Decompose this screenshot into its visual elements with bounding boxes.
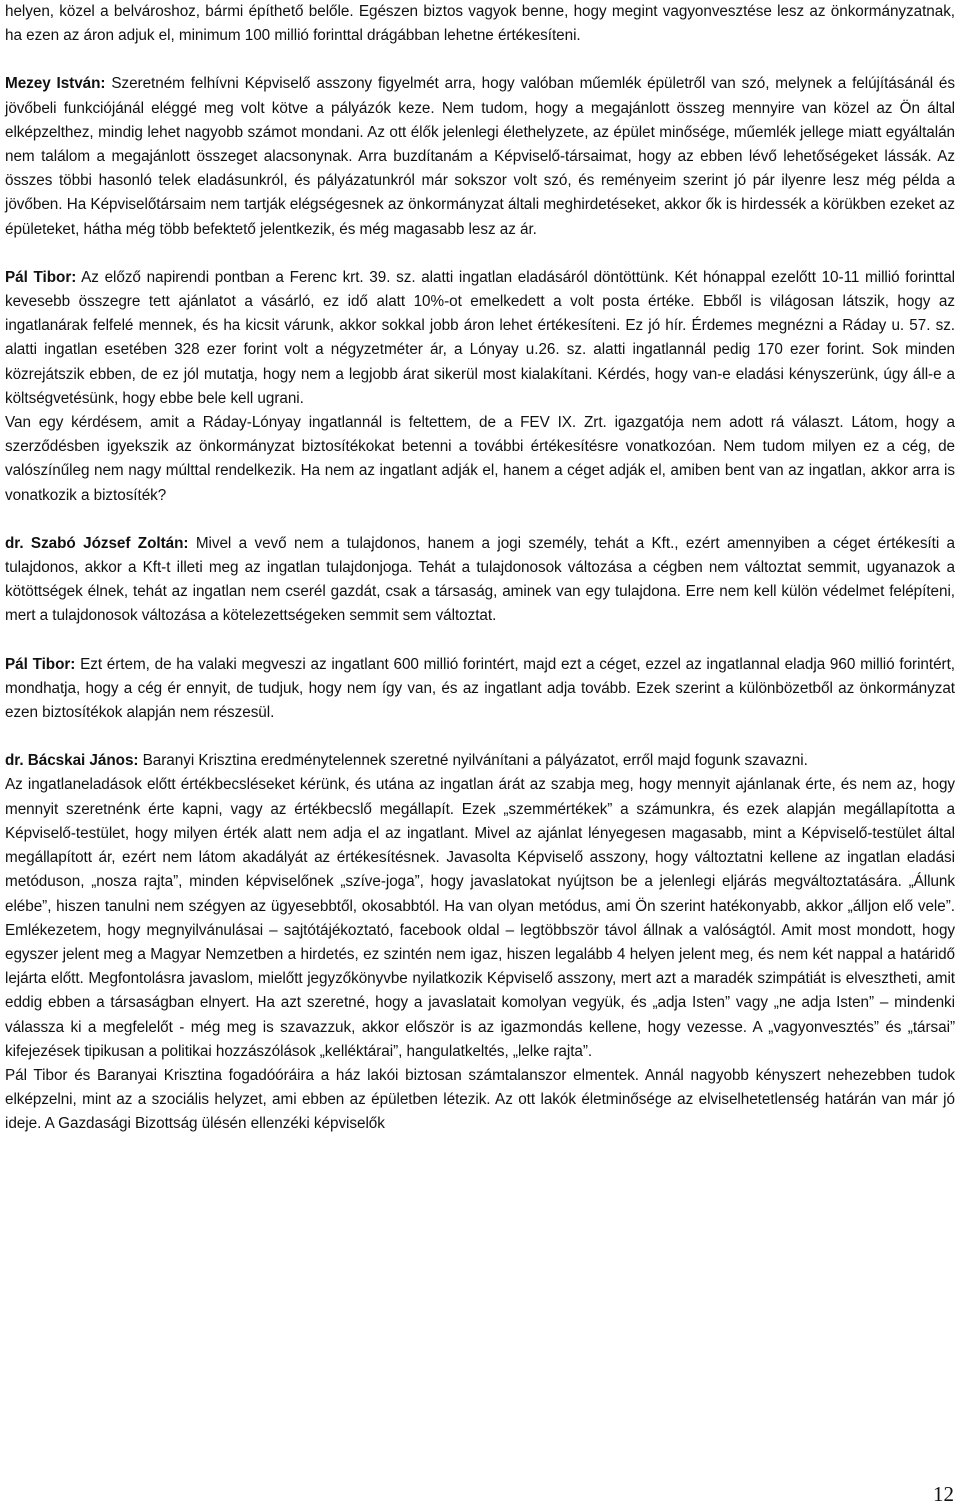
document-page <box>5 0 955 1137</box>
paragraph-text: Az előző napirendi pontban a Ferenc krt. 39. sz. alatti ingatlan eladásáról döntöttünk. Két hónappal ezelőtt 10-11 millió forinttal kevesebb összegre tett ajánlatot a vásárló, ez idő alatt 10%-ot emelkedett a volt posta értéke. Ebből is világosan látszik, hogy az ingatlanárak felfelé mennek, és ha kicsit várunk, akkor sokkal jobb áron lehet értékesíteni. Ez jó hír. Érdemes megnézni a Ráday u. 57. sz. alatti ingatlan esetében 328 ezer forint volt a négyzetméter ár, a Lónyay u.26. sz. alatti ingatlannál pedig 170 ezer forint. Sok minden közrejátszik ebben, de ez jól mutatja, hogy nem a legjobb árat sikerül most kialakítani. Kérdés, hogy van-e eladási kényszerünk, úgy áll-e a költségvetésünk, hogy ebbe bele kell ugrani. <box>5 268 955 407</box>
speaker-name: dr. Szabó József Zoltán: <box>5 534 189 552</box>
paragraph-gap <box>5 508 955 532</box>
paragraph-text: Ezt értem, de ha valaki megveszi az ingatlant 600 millió forintért, majd ezt a céget, ezzel az ingatlannal eladja 960 millió forintért, mondhatja, hogy a cég ér ennyit, de tudjuk, hogy nem így van, és az ingatlant adja tovább. Ezek szerint a különbözetből az önkormányzat ezen biztosítékok alapján nem részesül. <box>5 655 955 722</box>
paragraph-gap <box>5 725 955 749</box>
speaker-name: Pál Tibor: <box>5 268 77 286</box>
speaker-name: Mezey István: <box>5 75 106 93</box>
speaker-name: dr. Bácskai János: <box>5 752 139 770</box>
paragraph-pal-tibor-2 <box>5 653 955 726</box>
paragraph-gap <box>5 242 955 266</box>
paragraph-pal-tibor-question: Van egy kérdésem, amit a Ráday-Lónyay ingatlannál is feltettem, de a FEV IX. Zrt. igazgatója nem adott rá választ. Látom, hogy a szerződésben igyekszik az önkormányzat biztosítékokat betenni a további értékesítésre vonatkozóan. Nem tudom milyen ez a cég, de valószínűleg nem nagy múlttal rendelkezik. Ha nem az ingatlant adják el, hanem a céget adják el, amiben bent van az ingatlan, akkor arra is vonatkozik a biztosíték? <box>5 414 955 504</box>
paragraph-mezey <box>5 72 955 241</box>
paragraph-gap <box>5 629 955 653</box>
paragraph-bacskai <box>5 749 955 773</box>
page-number: 12 <box>933 1482 954 1506</box>
paragraph-pal-tibor-1 <box>5 266 955 411</box>
paragraph-text: Mivel a vevő nem a tulajdonos, hanem a jogi személy, tehát a Kft., ezért amennyiben a céget értékesíti a tulajdonos, akkor a Kft-t illeti meg az ingatlan tulajdonjoga. Tehát a tulajdonosok változása a cégben nem változtat semmit, ugyanazok a kötöttségek élnek, tehát az ingatlan nem cserél gazdát, csak a társaság, aminek van egy tulajdona. Erre nem kell külön védelmet felépíteni, mert a tulajdonosok változása a kötelezettségeken semmit sem változtat. <box>5 534 956 625</box>
paragraph-bacskai-continued: Az ingatlaneladások előtt értékbecsléseket kérünk, és utána az ingatlan árát az szabja meg, hogy mennyit ajánlanak érte, és nem az, hogy mennyit szeretnénk érte kapni, vagy az értékbecslő megállapít. Ezek „szemmértékek” a számunkra, és ezek alapján megállapította a Képviselő-testület, hogy milyen érték alatt nem adja el az ingatlant. Mivel az ajánlat lényegesen magasabb, mint a Képviselő-testület által megállapított ár, ezért nem látom akadályát az értékesítésnek. Javasolta Képviselő asszony, hogy változtatni kellene az ingatlan eladási metóduson, „nosza rajta”, minden képviselőnek „szíve-joga”, hogy javaslatokat nyújtson be a jelenlegi eljárás megváltoztatására. „Állunk elébe”, hiszen tanulni nem szégyen az ügyesebbtől, okosabbtól. Ha van olyan metódus, ami Ön szerint hatékonyabb, akkor „álljon elő vele”. Emlékezetem, hogy megnyilvánulásai – sajtótájékoztató, facebook oldal – legtöbbször távol állnak a valóságtól. Amit most mondott, hogy egyszer jelent meg a Magyar Nemzetben a hirdetés, ez szintén nem igaz, hiszen legalább 4 helyen jelent meg, és nem két nappal a határidő lejárta előtt. Megfontolásra javaslom, mielőtt jegyzőkönyvbe nyilatkozik Képviselő asszony, mert azt a maradék szimpátiát is elvesztheti, amit eddig ebben a társaságban elnyert. Ha azt szeretné, hogy a javaslatait komolyan vegyük, és „adja Isten” vagy „ne adja Isten” – mindenki válassza ki a megfelelőt - még meg is szavazzuk, akkor először is az igazmondás kellene, hogy vezesse. A „vagyonvesztés” és „társai” kifejezések tipikusan a politikai hozzászólások „kelléktárai”, hangulatkeltés, „lelke rajta”. <box>5 776 955 1060</box>
paragraph-text: Baranyi Krisztina eredménytelennek szeretné nyilvánítani a pályázatot, erről majd fogunk szavazni. <box>138 752 808 770</box>
paragraph-text: Szeretném felhívni Képviselő asszony figyelmét arra, hogy valóban műemlék épületről van szó, melynek a felújításánál és jövőbeli funkciójánál eléggé meg volt kötve a pályázók keze. Nem tudom, hogy a megajánlott összeg mennyire van közel az Ön által elképzelthez, mindig lehet nagyobb számot mondani. Az ott élők jelenlegi élethelyzete, az épület minősége, műemlék jellege miatt egyáltalán nem találom a megajánlott összeget alacsonynak. Arra buzdítanám a Képviselő-társaimat, hogy az ebben lévő lehetőségeket lássák. Az összes többi hasonló telek eladásunkról, és pályázatunkról már sokszor volt szó, és reményeim szerint jó pár ilyenre lesz még példa a jövőben. Ha Képviselőtársaim nem tartják elégségesnek az önkormányzat általi meghirdetéseket, akkor ők is hirdessék a körükben ezeket az épületeket, hátha még több befektető jelentkezik, és még magasabb lesz az ár. <box>5 75 955 238</box>
paragraph-gap <box>5 48 955 72</box>
paragraph-szabo <box>5 532 955 629</box>
speaker-name: Pál Tibor: <box>5 655 76 673</box>
paragraph-bacskai-final: Pál Tibor és Baranyai Krisztina fogadóóráira a ház lakói biztosan számtalanszor elmentek. Annál nagyobb kényszert nehezebben tudok elképzelni, mint az a szociális helyzet, ami ebben az épületben létezik. Az ott lakók életminősége az elviselhetetlenség határán van már jó ideje. A Gazdasági Bizottság ülésén ellenzéki képviselők <box>5 1066 955 1133</box>
paragraph-continuation: helyen, közel a belvároshoz, bármi építhető belőle. Egészen biztos vagyok benne, hogy megint vagyonvesztése lesz az önkormányzatnak, ha ezen az áron adjuk el, minimum 100 millió forinttal drágábban lehetne értékesíteni. <box>5 3 955 45</box>
